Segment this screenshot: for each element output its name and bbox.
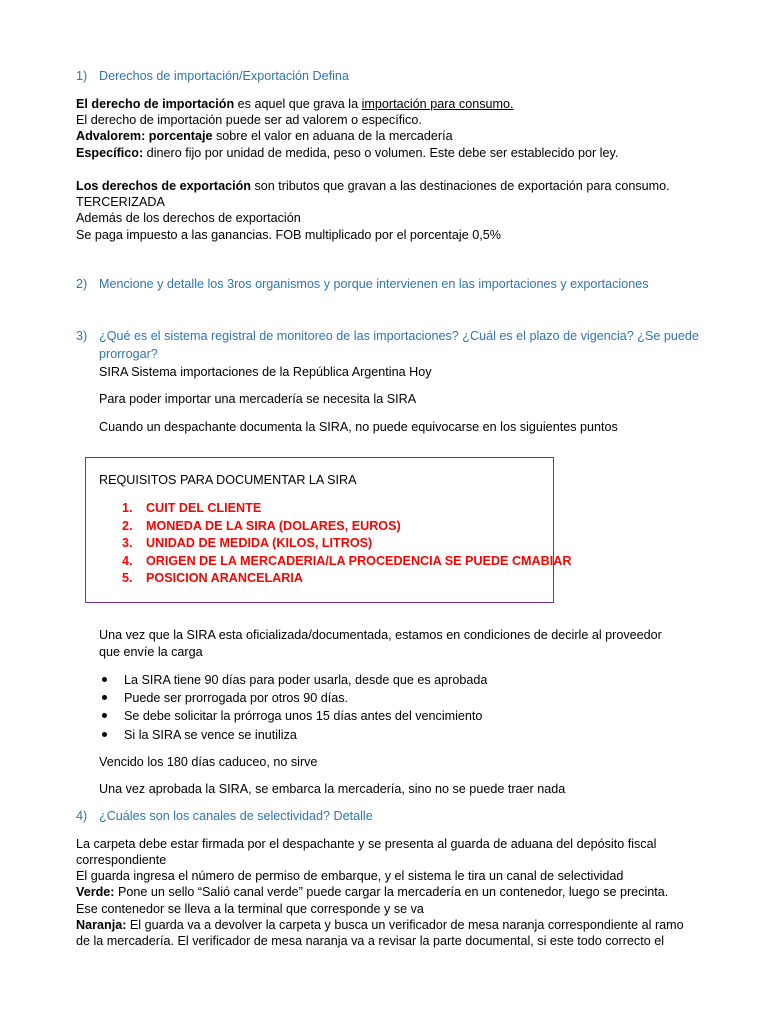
requirement-item: 4. ORIGEN DE LA MERCADERIA/LA PROCEDENCIA SE PUEDE CMABIAR: [122, 554, 572, 568]
sira-official-note-continued: que envíe la carga: [99, 645, 203, 659]
green-channel-continued: Ese contenedor se lleva a la terminal que corresponde y se va: [76, 902, 424, 916]
folder-note-continued: correspondiente: [76, 853, 167, 867]
section-3-heading: 3) ¿Qué es el sistema registral de monitoreo de las importaciones? ¿Cuál es el plazo de vigencia? ¿Se puede: [76, 329, 699, 343]
bullet-icon: [102, 677, 107, 682]
section-3-heading-continued: prorrogar?: [99, 347, 158, 361]
section-4-heading: 4) ¿Cuáles son los canales de selectividad? Detalle: [76, 809, 373, 823]
requirements-box: [85, 457, 572, 603]
sira-requirement-note: Para poder importar una mercadería se necesita la SIRA: [99, 392, 417, 406]
tercerizada-text: TERCERIZADA: [76, 195, 165, 209]
import-duty-definition: El derecho de importación es aquel que grava la importación para consumo.: [76, 97, 514, 111]
requirements-box-title: REQUISITOS PARA DOCUMENTAR LA SIRA: [99, 473, 357, 487]
guard-note: El guarda ingresa el número de permiso de embarque, y el sistema le tira un canal de selectividad: [76, 869, 624, 883]
orange-channel: Naranja: El guarda va a devolver la carpeta y busca un verificador de mesa naranja correspondiente al ramo: [76, 918, 684, 932]
orange-channel-continued: de la mercadería. El verificador de mesa naranja va a revisar la parte documental, si este todo correcto el: [76, 934, 665, 948]
green-channel: Verde: Pone un sello “Salió canal verde” puede cargar la mercadería en un contenedor, luego se precinta.: [76, 885, 669, 899]
bullet-item: Puede ser prorrogada por otros 90 días.: [124, 690, 348, 706]
folder-note: La carpeta debe estar firmada por el despachante y se presenta al guarda de aduana del depósito fiscal: [76, 837, 657, 851]
section-1-heading: 1) Derechos de importación/Exportación Defina: [76, 69, 349, 83]
shipment-note: Una vez aprobada la SIRA, se embarca la mercadería, sino no se puede traer nada: [99, 782, 566, 796]
requirement-item: 5. POSICION ARANCELARIA: [122, 571, 303, 585]
income-tax-note: Se paga impuesto a las ganancias. FOB multiplicado por el porcentaje 0,5%: [76, 228, 501, 242]
specific-definition: Específico: dinero fijo por unidad de medida, peso o volumen. Este debe ser establecido por ley.: [76, 146, 619, 160]
expiry-note: Vencido los 180 días caduceo, no sirve: [99, 755, 318, 769]
bullet-item: Se debe solicitar la prórroga unos 15 días antes del vencimiento: [124, 708, 482, 724]
requirement-item: 1. CUIT DEL CLIENTE: [122, 501, 262, 515]
export-duty-note: Además de los derechos de exportación: [76, 211, 301, 225]
advalorem-definition: Advalorem: porcentaje sobre el valor en aduana de la mercadería: [76, 129, 453, 143]
requirement-item: 2. MONEDA DE LA SIRA (DOLARES, EUROS): [122, 519, 401, 533]
sira-official-note: Una vez que la SIRA esta oficializada/documentada, estamos en condiciones de decirle al proveedor: [99, 628, 662, 642]
bullet-item: Si la SIRA se vence se inutiliza: [124, 727, 297, 743]
bullet-icon: [102, 713, 107, 718]
sira-definition: SIRA Sistema importaciones de la República Argentina Hoy: [99, 365, 432, 379]
bullet-icon: [102, 695, 107, 700]
sira-documentation-note: Cuando un despachante documenta la SIRA, no puede equivocarse en los siguientes puntos: [99, 420, 618, 434]
bullet-icon: [102, 732, 107, 737]
bullet-item: La SIRA tiene 90 días para poder usarla, desde que es aprobada: [124, 672, 487, 688]
export-duty-definition: Los derechos de exportación son tributos que gravan a las destinaciones de exportación para consumo.: [76, 179, 670, 193]
requirement-item: 3. UNIDAD DE MEDIDA (KILOS, LITROS): [122, 536, 373, 550]
import-duty-types: El derecho de importación puede ser ad valorem o específico.: [76, 113, 422, 127]
section-2-heading: 2) Mencione y detalle los 3ros organismos y porque intervienen en las importaciones y exportaciones: [76, 277, 649, 291]
